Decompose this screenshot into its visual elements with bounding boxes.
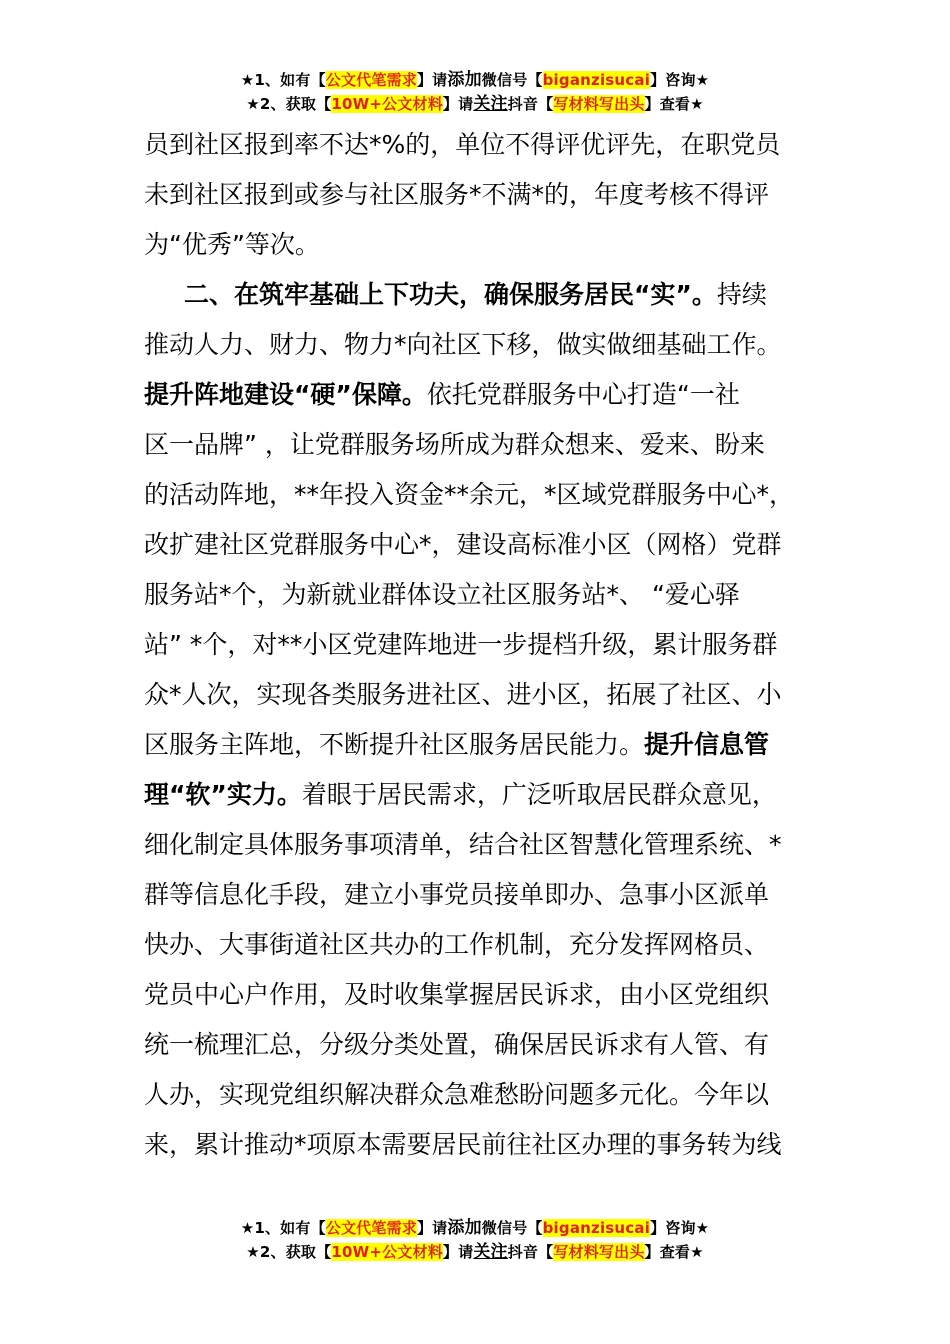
text-line xyxy=(144,370,834,420)
banner-highlight: 10W+公文材料 xyxy=(331,1243,443,1261)
banner-line-1 xyxy=(0,1216,950,1240)
banner-text: 】请 xyxy=(416,1219,448,1237)
text-line: 来，累计推动*项原本需要居民前往社区办理的事务转为线 xyxy=(144,1130,782,1159)
subheading: 理“软”实力。 xyxy=(144,780,302,809)
document-body xyxy=(144,120,834,1170)
banner-text: ★2、获取【 xyxy=(246,1243,332,1261)
banner-text: 】请 xyxy=(442,95,474,113)
footer-banner xyxy=(0,1216,950,1264)
text-line: 群等信息化手段，建立小事党员接单即办、急事小区派单 xyxy=(144,880,770,909)
banner-text: 】咨询★ xyxy=(650,71,710,89)
text-run: 着眼于居民需求，广泛听取居民群众意见， xyxy=(301,780,777,809)
section-heading: 二、在筑牢基础上下功夫，确保服务居民“实”。 xyxy=(184,280,717,309)
text-line: 的活动阵地，**年投入资金**余元，*区域党群服务中心*， xyxy=(144,480,795,509)
banner-highlight: 公文代笔需求 xyxy=(325,71,417,89)
text-line: 为“优秀”等次。 xyxy=(144,230,320,259)
banner-text: ★1、如有【 xyxy=(240,1219,326,1237)
banner-highlight-douyin: 写材料写出头 xyxy=(553,95,645,113)
text-line: 改扩建社区党群服务中心*，建设高标准小区（网格）党群 xyxy=(144,530,782,559)
banner-highlight-wechat: biganzisucai xyxy=(542,71,651,89)
text-line: 服务站*个，为新就业群体设立社区服务站*、 “爱心驿 xyxy=(144,580,740,609)
banner-text: 微信号【 xyxy=(481,1219,543,1237)
text-line: 推动人力、财力、物力*向社区下移，做实做细基础工作。 xyxy=(144,330,782,359)
text-run: 依托党群服务中心打造“一社 xyxy=(426,380,740,409)
text-line: 站” *个，对**小区党建阵地进一步提档升级，累计服务群 xyxy=(144,630,778,659)
banner-text: 】咨询★ xyxy=(650,1219,710,1237)
text-line: 众*人次，实现各类服务进社区、进小区，拓展了社区、小 xyxy=(144,680,782,709)
banner-emphasis: 关注 xyxy=(473,1242,508,1262)
banner-text: 抖音【 xyxy=(507,95,554,113)
text-line xyxy=(144,770,834,820)
text-line: 细化制定具体服务事项清单，结合社区智慧化管理系统、* xyxy=(144,830,782,859)
banner-line-2 xyxy=(0,92,950,116)
banner-line-1 xyxy=(0,68,950,92)
text-line: 员到社区报到率不达*%的，单位不得评优评先，在职党员 xyxy=(144,130,781,159)
subheading: 提升信息管 xyxy=(644,730,770,759)
text-run: 区服务主阵地，不断提升社区服务居民能力。 xyxy=(144,730,645,759)
text-line xyxy=(144,720,834,770)
banner-text: 微信号【 xyxy=(481,71,543,89)
banner-line-2 xyxy=(0,1240,950,1264)
text-line: 党员中心户作用，及时收集掌握居民诉求，由小区党组织 xyxy=(144,980,770,1009)
banner-text: 】查看★ xyxy=(644,1243,704,1261)
text-line: 人办，实现党组织解决群众急难愁盼问题多元化。今年以 xyxy=(144,1080,770,1109)
section-heading-line xyxy=(144,270,834,320)
banner-text: 】请 xyxy=(416,71,448,89)
banner-text: 】查看★ xyxy=(644,95,704,113)
banner-emphasis: 添加 xyxy=(447,1218,482,1238)
banner-emphasis: 关注 xyxy=(473,94,508,114)
text-line: 区一品牌” ，让党群服务场所成为群众想来、爱来、盼来 xyxy=(144,430,765,459)
banner-text: 】请 xyxy=(442,1243,474,1261)
header-banner xyxy=(0,68,950,116)
text-line: 未到社区报到或参与社区服务*不满*的，年度考核不得评 xyxy=(144,180,770,209)
banner-highlight-wechat: biganzisucai xyxy=(542,1219,651,1237)
text-line: 统一梳理汇总，分级分类处置，确保居民诉求有人管、有 xyxy=(144,1030,770,1059)
text-line: 快办、大事街道社区共办的工作机制，充分发挥网格员、 xyxy=(144,930,770,959)
banner-highlight: 公文代笔需求 xyxy=(325,1219,417,1237)
banner-highlight-douyin: 写材料写出头 xyxy=(553,1243,645,1261)
banner-emphasis: 添加 xyxy=(447,70,482,90)
banner-text: ★1、如有【 xyxy=(240,71,326,89)
banner-text: ★2、获取【 xyxy=(246,95,332,113)
text-run: 持续 xyxy=(716,280,767,309)
subheading: 提升阵地建设“硬”保障。 xyxy=(144,380,427,409)
banner-highlight: 10W+公文材料 xyxy=(331,95,443,113)
banner-text: 抖音【 xyxy=(507,1243,554,1261)
